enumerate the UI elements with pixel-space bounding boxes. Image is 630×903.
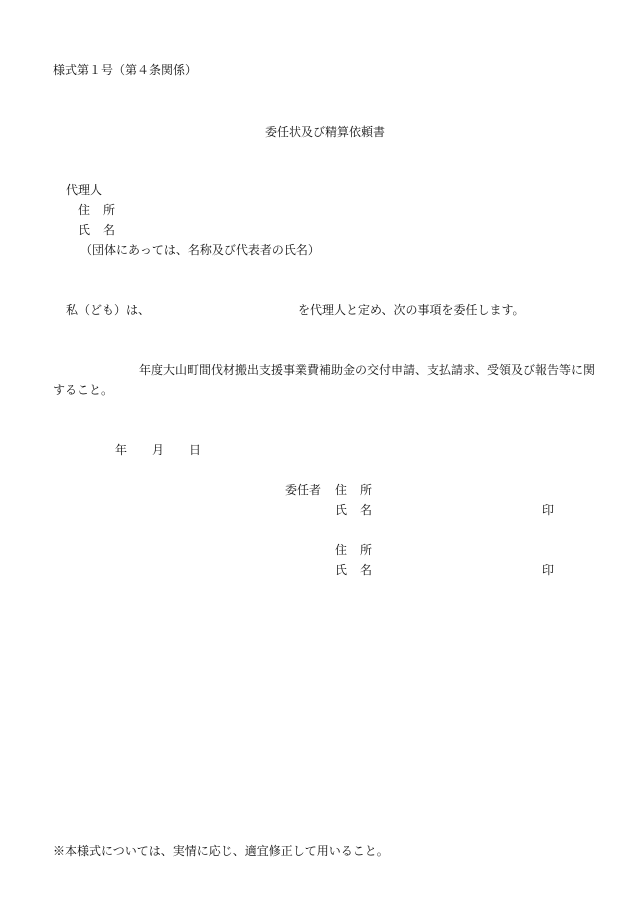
agent-name-label: 氏 名	[78, 223, 116, 237]
agent-note: （団体にあっては、名称及び代表者の氏名）	[80, 243, 320, 257]
matter-line-2: すること。	[53, 383, 114, 397]
date-day: 日	[189, 443, 202, 457]
agent-heading: 代理人	[66, 183, 103, 197]
form-number: 様式第１号（第４条関係）	[53, 63, 198, 77]
agent-address-label: 住 所	[78, 203, 116, 217]
matter-line-1: 年度大山町間伐材搬出支援事業費補助金の交付申請、支払請求、受領及び報告等に関	[139, 363, 596, 377]
delegator-name-label: 氏 名	[335, 503, 373, 517]
delegation-prefix: 私（ども）は、	[66, 303, 151, 317]
delegator-address-label: 住 所	[335, 483, 373, 497]
delegator2-address-label: 住 所	[335, 543, 373, 557]
delegator2-seal-mark: 印	[542, 563, 555, 577]
delegator-seal-mark: 印	[542, 503, 555, 517]
delegator-label: 委任者	[285, 483, 322, 497]
delegator2-name-label: 氏 名	[335, 563, 373, 577]
date-month: 月	[152, 443, 165, 457]
delegation-suffix: を代理人と定め、次の事項を委任します。	[298, 303, 525, 317]
document-title: 委任状及び精算依頼書	[265, 125, 386, 139]
footnote: ※本様式については、実情に応じ、適宜修正して用いること。	[53, 844, 389, 858]
date-year: 年	[115, 443, 128, 457]
